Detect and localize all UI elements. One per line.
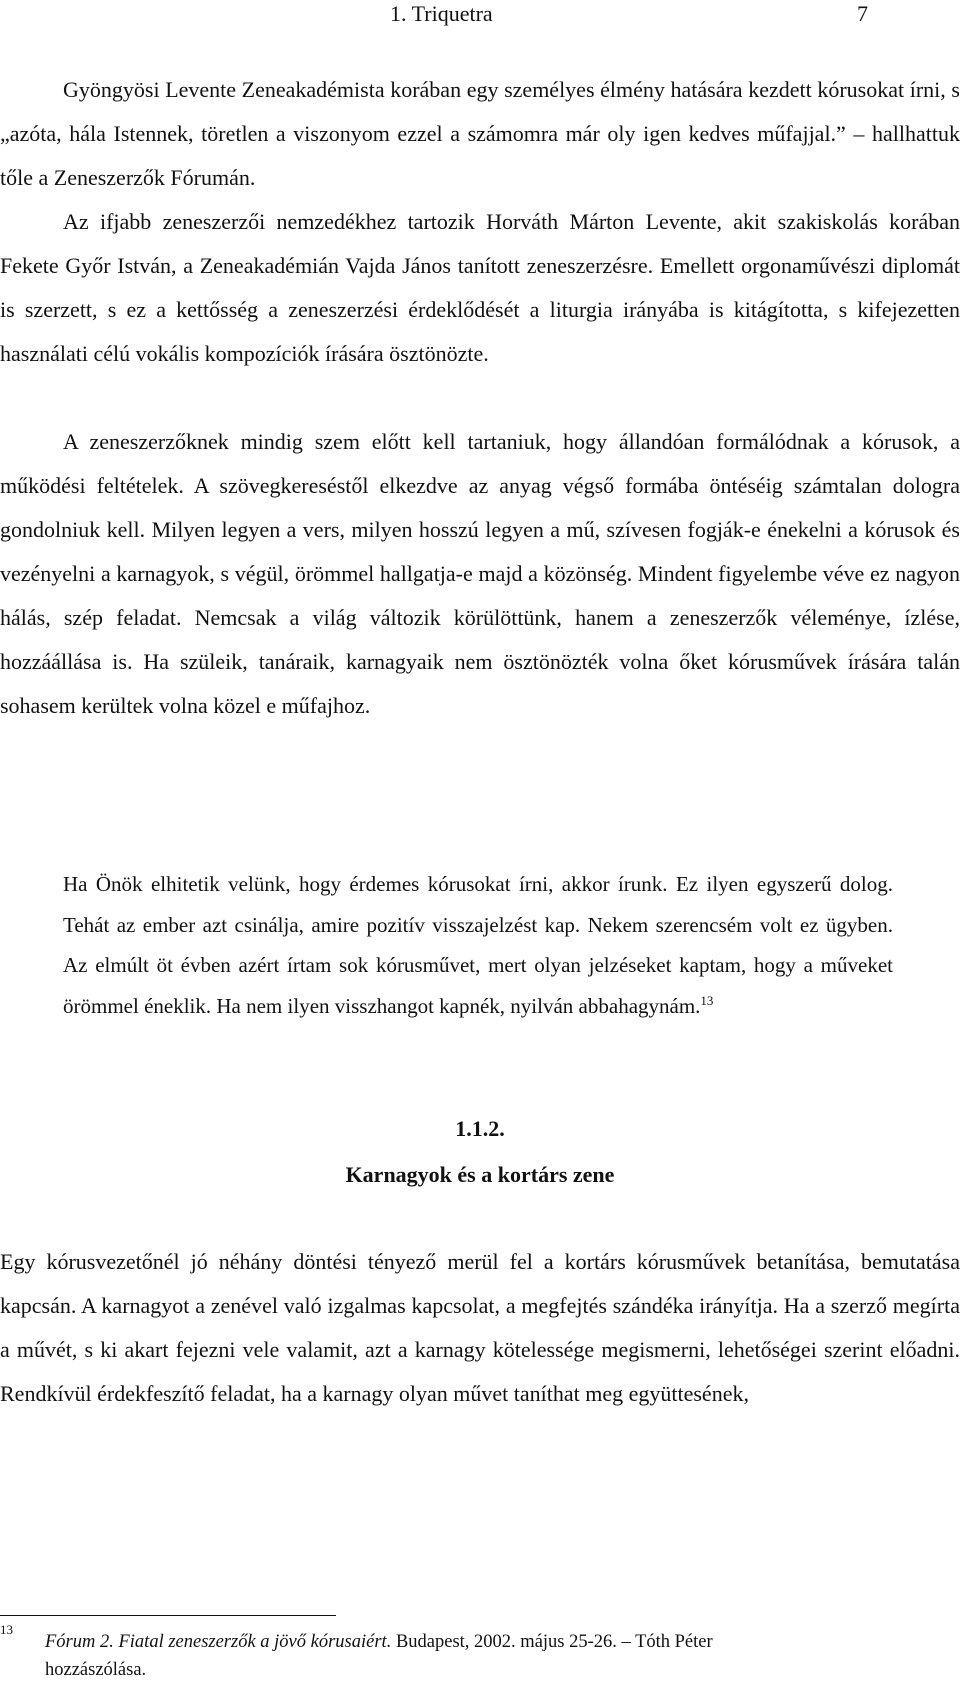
paragraph-horvath: Az ifjabb zeneszerzői nemzedékhez tartozik Horváth Márton Levente, akit szakiskolás korában Fekete Győr István, a Zeneakadémián Vajda János tanított zeneszerzésre. Emellett orgonaművészi diplomát is szerzett, s ez a kettősség a zeneszerzési érdeklődését a liturgia irányába is kitágította, s kifejezetten használati célú vokális kompozíciók írására ösztönözte. (0, 209, 960, 366)
paragraph-zeneszerzok: A zeneszerzőknek mindig szem előtt kell tartaniuk, hogy állandóan formálódnak a kórusok, a működési feltételek. A szövegkereséstől elkezdve az anyag végső formába öntéséig számtalan dologra gondolniuk kell. Milyen legyen a vers, milyen hosszú legyen a mű, szívesen fogják-e énekelni a kórusok és vezényelni a karnagyok, s végül, örömmel hallgatja-e majd a közönség. Mindent figyelembe véve ez nagyon hálás, szép feladat. Nemcsak a világ változik körülöttünk, hanem a zeneszerzők véleménye, ízlése, hozzáállása is. Ha szüleik, tanáraik, karnagyaik nem ösztönözték volna őket kórusművek írására talán sohasem kerültek volna közel e műfajhoz. (0, 429, 960, 718)
footnote-number: 13 (0, 1622, 13, 1637)
paragraph-karnagyok: Egy kórusvezetőnél jó néhány döntési tényező merül fel a kortárs kórusművek betanítása, bemutatása kapcsán. A karnagyot a zenével való izgalmas kapcsolat, a megfejtés szándéka irányítja. Ha a szerző megírta a művét, s ki akart fejezni vele valamit, azt a karnagy kötelessége megismerni, lehetőségei szerint előadni. Rendkívül érdekfeszítő feladat, ha a karnagy olyan művet taníthat meg együttesének, (0, 1249, 960, 1406)
block-quote (63, 864, 893, 1026)
chapter-title: 1. Triquetra (390, 1, 493, 26)
footnote-body (45, 1628, 960, 1656)
quote-text: Ha Önök elhitetik velünk, hogy érdemes kórusokat írni, akkor írunk. Ez ilyen egyszerű dolog. Tehát az ember azt csinálja, amire pozitív visszajelzést kap. Nekem szerencsém volt ez ügyben. Az elmúlt öt évben azért írtam sok kórusművet, mert olyan jelzéseket kaptam, hogy a műveket örömmel éneklik. Ha nem ilyen visszhangot kapnék, nyilván abbahagynám. (63, 872, 893, 1018)
footnote-continuation: hozzászólása. (45, 1660, 147, 1680)
section-title: Karnagyok és a kortárs zene (345, 1162, 615, 1187)
page-number: 7 (857, 1, 868, 26)
paragraph-gyongyosi: Gyöngyösi Levente Zeneakadémista korában egy személyes élmény hatására kezdett kórusokat írni, s „azóta, hála Istennek, töretlen a viszonyom ezzel a számomra már oly igen kedves műfajjal.” – hallhattuk tőle a Zeneszerzők Fórumán. (0, 77, 960, 190)
running-header (0, 0, 960, 30)
section-number: 1.1.2. (455, 1116, 505, 1141)
footnote-source-title: Fórum 2. Fiatal zeneszerzők a jövő kórusaiért. (45, 1632, 392, 1652)
footnote-separator (0, 1615, 336, 1616)
footnote (0, 1622, 960, 1684)
footnote-source-details: Budapest, 2002. május 25-26. – Tóth Péter (391, 1632, 713, 1652)
footnote-reference[interactable]: 13 (700, 992, 714, 1008)
